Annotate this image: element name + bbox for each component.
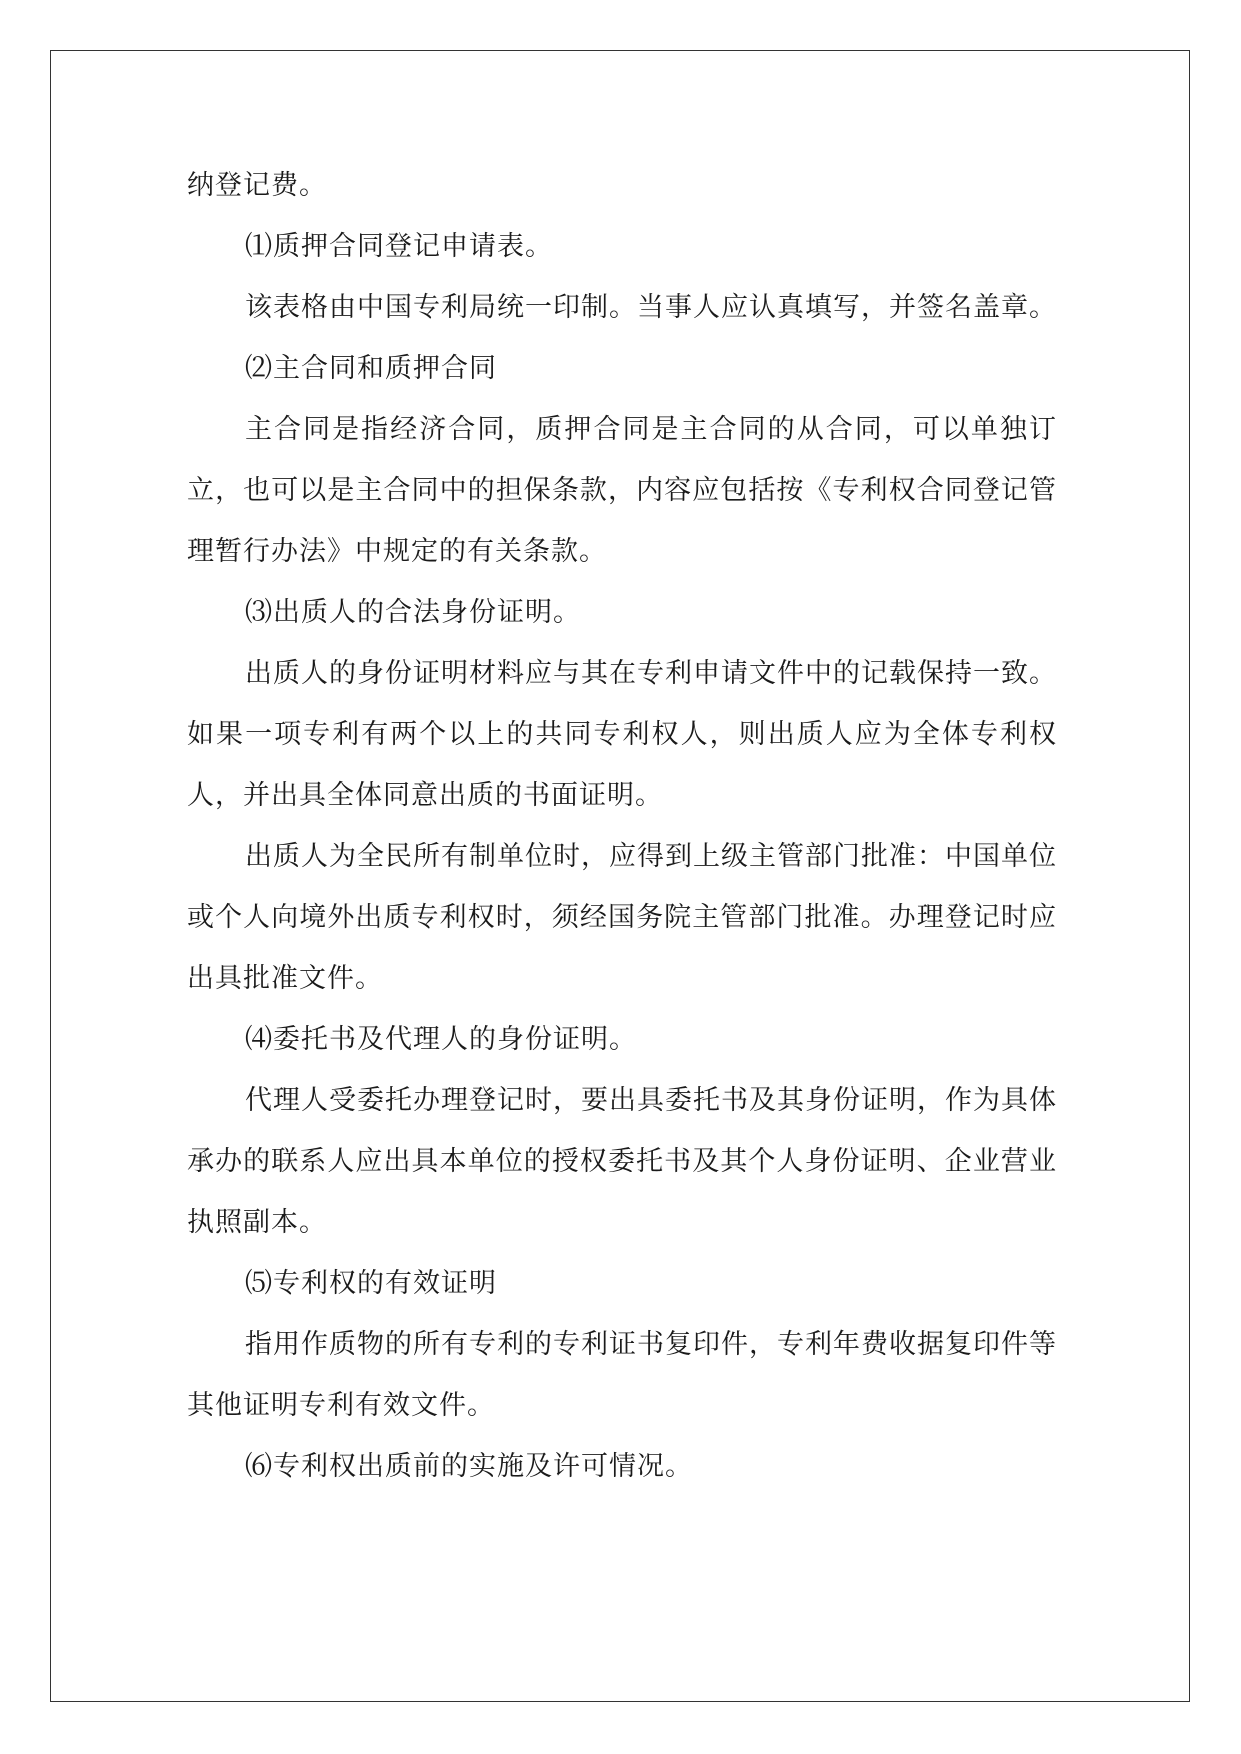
paragraph: 出质人的身份证明材料应与其在专利申请文件中的记载保持一致。如果一项专利有两个以上的共同专利权人，则出质人应为全体专利权人，并出具全体同意出质的书面证明。 [187, 658, 1057, 811]
paragraph: 出质人为全民所有制单位时，应得到上级主管部门批准：中国单位或个人向境外出质专利权时，须经国务院主管部门批准。办理登记时应出具批准文件。 [187, 841, 1057, 994]
paragraph: 代理人受委托办理登记时，要出具委托书及其身份证明，作为具体承办的联系人应出具本单位的授权委托书及其个人身份证明、企业营业执照副本。 [187, 1085, 1057, 1238]
paragraph: 指用作质物的所有专利的专利证书复印件，专利年费收据复印件等其他证明专利有效文件。 [187, 1329, 1057, 1421]
section-heading: ⑴质押合同登记申请表。 [245, 231, 553, 262]
section-heading: ⑵主合同和质押合同 [245, 353, 497, 384]
section-heading: ⑹专利权出质前的实施及许可情况。 [245, 1451, 693, 1482]
section-heading: ⑶出质人的合法身份证明。 [245, 597, 581, 628]
section-heading: ⑷委托书及代理人的身份证明。 [245, 1024, 637, 1055]
paragraph: 主合同是指经济合同，质押合同是主合同的从合同，可以单独订立，也可以是主合同中的担保条款，内容应包括按《专利权合同登记管理暂行办法》中规定的有关条款。 [187, 414, 1057, 567]
paragraph: 该表格由中国专利局统一印制。当事人应认真填写，并签名盖章。 [245, 292, 1057, 323]
document-body [187, 155, 1057, 1497]
section-heading: ⑸专利权的有效证明 [245, 1268, 497, 1299]
paragraph: 纳登记费。 [187, 170, 327, 201]
